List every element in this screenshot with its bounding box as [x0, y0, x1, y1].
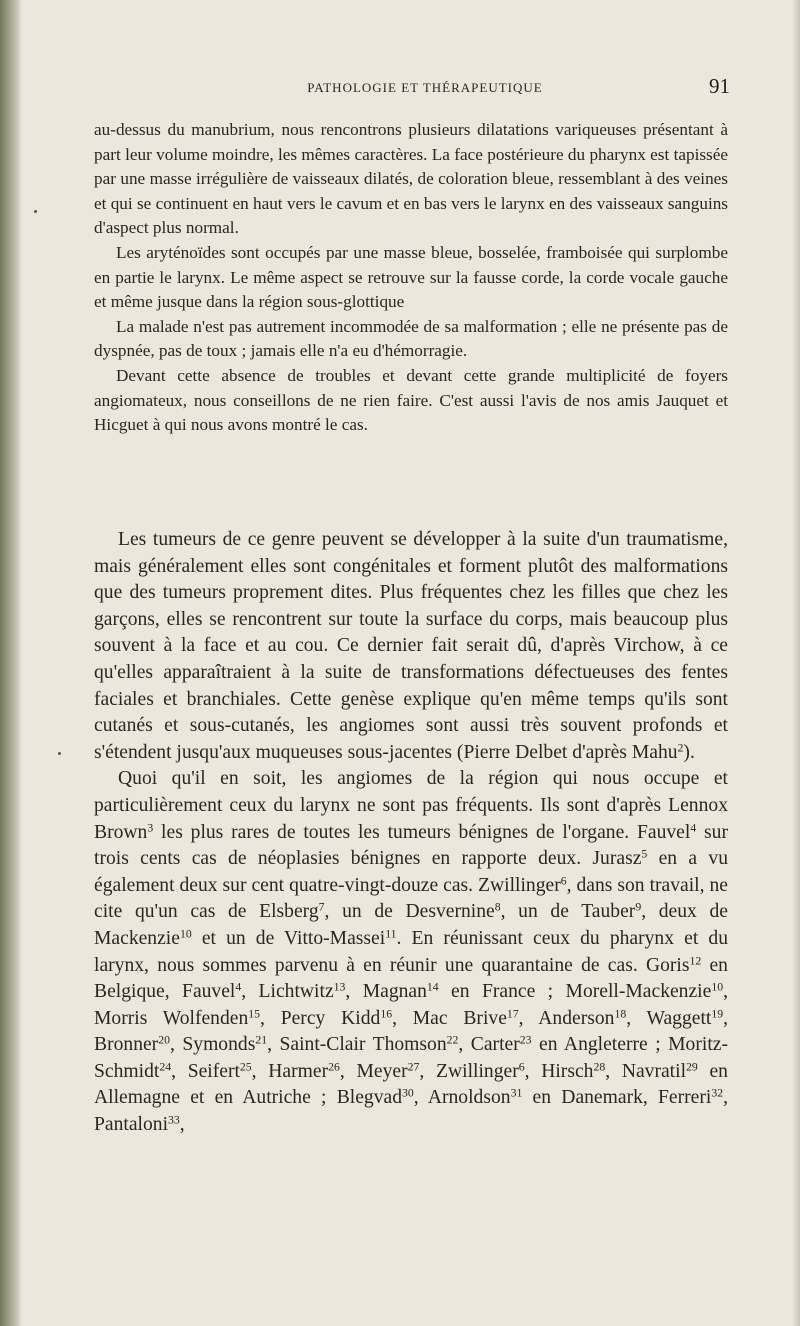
- text-run: , Percy Kidd: [260, 1007, 381, 1029]
- footnote-ref: 14: [426, 980, 439, 994]
- footnote-ref: 22: [446, 1033, 459, 1047]
- text-run: , Anderson: [518, 1007, 615, 1029]
- paragraph: [94, 527, 728, 766]
- text-run: , Waggett: [626, 1007, 712, 1029]
- running-title: PATHOLOGIE ET THÉRAPEUTIQUE: [307, 80, 543, 95]
- text-run: , Morris Wolfenden: [94, 981, 728, 1029]
- footnote-ref: 29: [686, 1060, 698, 1074]
- footnote-ref: 33: [168, 1113, 180, 1127]
- case-observation-text: [94, 118, 728, 438]
- page-number: 91: [709, 74, 730, 98]
- text-run: en Belgique, Fauvel: [94, 954, 728, 1003]
- text-run: , Navratil: [605, 1060, 687, 1082]
- footnote-ref: 25: [239, 1060, 252, 1074]
- footnote-ref: 10: [711, 980, 724, 994]
- text-run: , Meyer: [339, 1060, 408, 1082]
- discussion-text: [94, 527, 728, 1139]
- footnote-ref: 32: [711, 1087, 724, 1101]
- footnote-ref: 4: [690, 821, 697, 835]
- text-run: ,: [179, 1114, 185, 1136]
- footnote-ref: 15: [248, 1007, 261, 1021]
- text-run: sur trois cents cas de néoplasies bénignes en rapporte deux. Jurasz: [94, 821, 728, 870]
- footnote-ref: 2: [677, 741, 684, 755]
- text-run: en a vu également deux sur cent quatre-vingt-douze cas. Zwillinger: [94, 848, 728, 896]
- footnote-ref: 24: [159, 1060, 172, 1074]
- text-run: , Pantaloni: [94, 1087, 728, 1136]
- text-run: , Symonds: [169, 1034, 256, 1056]
- text-run: en France ; Morell-Mackenzie: [438, 981, 712, 1003]
- footnote-ref: 6: [560, 874, 567, 888]
- paragraph: Devant cette absence de troubles et devant cette grande multiplicité de foyers angiomateux, nous conseillons de ne rien faire. C'est aussi l'avis de nos amis Jauquet et Hicguet à qui nous avons montré le cas.: [94, 365, 728, 435]
- paragraph: La malade n'est pas autrement incommodée de sa malformation ; elle ne présente pas de dyspnée, pas de toux ; jamais elle n'a eu d'hémorragie.: [94, 316, 728, 361]
- page-speck: [34, 210, 37, 213]
- footnote-ref: 26: [328, 1060, 340, 1074]
- text-run: , Hirsch: [524, 1060, 594, 1082]
- text-run: , Zwillinger: [419, 1060, 519, 1082]
- page-right-edge: [792, 0, 800, 1326]
- text-run: , Bronner: [94, 1007, 728, 1056]
- footnote-ref: 10: [179, 927, 192, 941]
- footnote-ref: 18: [614, 1007, 627, 1021]
- footnote-ref: 31: [510, 1087, 523, 1101]
- footnote-ref: 30: [402, 1087, 414, 1101]
- footnote-ref: 9: [635, 900, 642, 914]
- text-run: , Magnan: [345, 981, 427, 1003]
- footnote-ref: 23: [519, 1033, 532, 1047]
- footnote-ref: 7: [318, 900, 325, 914]
- footnote-ref: 12: [689, 954, 702, 968]
- text-run: , deux de Mackenzie: [94, 901, 729, 949]
- text-run: . En réunissant ceux du pharynx et du larynx, nous sommes parvenu à en réunir une quarantaine de cas. Goris: [94, 927, 729, 976]
- text-run: Quoi qu'il en soit, les angiomes de la région qui nous occupe et particulièrement ceux du larynx ne sont pas fréquents. Ils sont d'après Lennox Brown: [94, 768, 728, 843]
- footnote-ref: 19: [711, 1007, 724, 1021]
- footnote-ref: 17: [506, 1007, 519, 1021]
- text-run: en Allemagne et en Autriche ; Blegvad: [94, 1060, 728, 1109]
- footnote-ref: 8: [494, 900, 501, 914]
- text-run: , Seifert: [171, 1060, 240, 1082]
- page-speck: [58, 752, 61, 755]
- footnote-ref: 27: [407, 1060, 420, 1074]
- page-header: [120, 76, 730, 100]
- footnote-ref: 13: [333, 980, 346, 994]
- text-run: , Lichtwitz: [241, 981, 334, 1003]
- footnote-ref: 16: [380, 1007, 393, 1021]
- text-run: , un de Desvernine: [324, 901, 495, 923]
- footnote-ref: 3: [147, 821, 154, 835]
- text-run: en Danemark, Ferreri: [522, 1087, 712, 1109]
- footnote-ref: 21: [255, 1033, 268, 1047]
- footnote-ref: 11: [385, 927, 397, 941]
- text-run: , un de Tauber: [500, 901, 636, 923]
- text-run: les plus rares de toutes les tumeurs bénignes de l'organe. Fauvel: [153, 821, 691, 843]
- text-run: , dans son travail, ne cite qu'un cas de Elsberg: [94, 874, 728, 923]
- text-run: ).: [683, 741, 695, 763]
- text-run: Les tumeurs de ce genre peuvent se développer à la suite d'un traumatisme, mais généralement elles sont congénitales et forment plutôt des malformations que des tumeurs proprement dites. Plus fréquentes chez les filles que chez les garçons, elles se rencontrent sur toute la surface du corps, mais beaucoup plus souvent à la face et au cou. Ce dernier fait serait dû, d'après Virchow, à ce qu'elles apparaîtraient à la suite de transformations défectueuses des fentes faciales et branchiales. Cette genèse explique qu'en même temps qu'ils sont cutanés et sous-cutanés, les angiomes sont aussi très souvent profonds et s'étendent jusqu'aux muqueuses sous-jacentes (Pierre Delbet d'après Mahu: [94, 529, 728, 763]
- paragraph: au-dessus du manubrium, nous rencontrons plusieurs dilatations variqueuses présentant à part leur volume moindre, les mêmes caractères. La face postérieure du pharynx est tapissée par une masse irrégulière de vaisseaux dilatés, de coloration bleue, ressemblant à des veines et qui se continuent en haut vers le cavum et en bas vers le larynx en des vaisseaux sanguins d'aspect plus normal.: [94, 120, 728, 238]
- page-binding-edge: [0, 0, 22, 1326]
- paragraph: [94, 766, 728, 1138]
- text-run: en Angleterre ; Moritz-Schmidt: [94, 1034, 728, 1082]
- text-run: , Carter: [458, 1034, 520, 1056]
- footnote-ref: 6: [518, 1060, 525, 1074]
- paragraph: Les aryténoïdes sont occupés par une masse bleue, bosselée, framboisée qui surplombe en partie le larynx. Le même aspect se retrouve sur la fausse corde, la corde vocale gauche et même jusque dans la région sous-glottique: [94, 242, 728, 312]
- footnote-ref: 28: [593, 1060, 606, 1074]
- footnote-ref: 5: [641, 847, 648, 861]
- text-run: , Harmer: [251, 1060, 329, 1082]
- text-run: , Mac Brive: [392, 1007, 507, 1029]
- text-run: , Saint-Clair Thomson: [267, 1034, 447, 1056]
- text-run: , Arnoldson: [413, 1087, 511, 1109]
- footnote-ref: 4: [235, 980, 242, 994]
- footnote-ref: 20: [158, 1033, 170, 1047]
- text-run: et un de Vitto-Massei: [191, 927, 386, 949]
